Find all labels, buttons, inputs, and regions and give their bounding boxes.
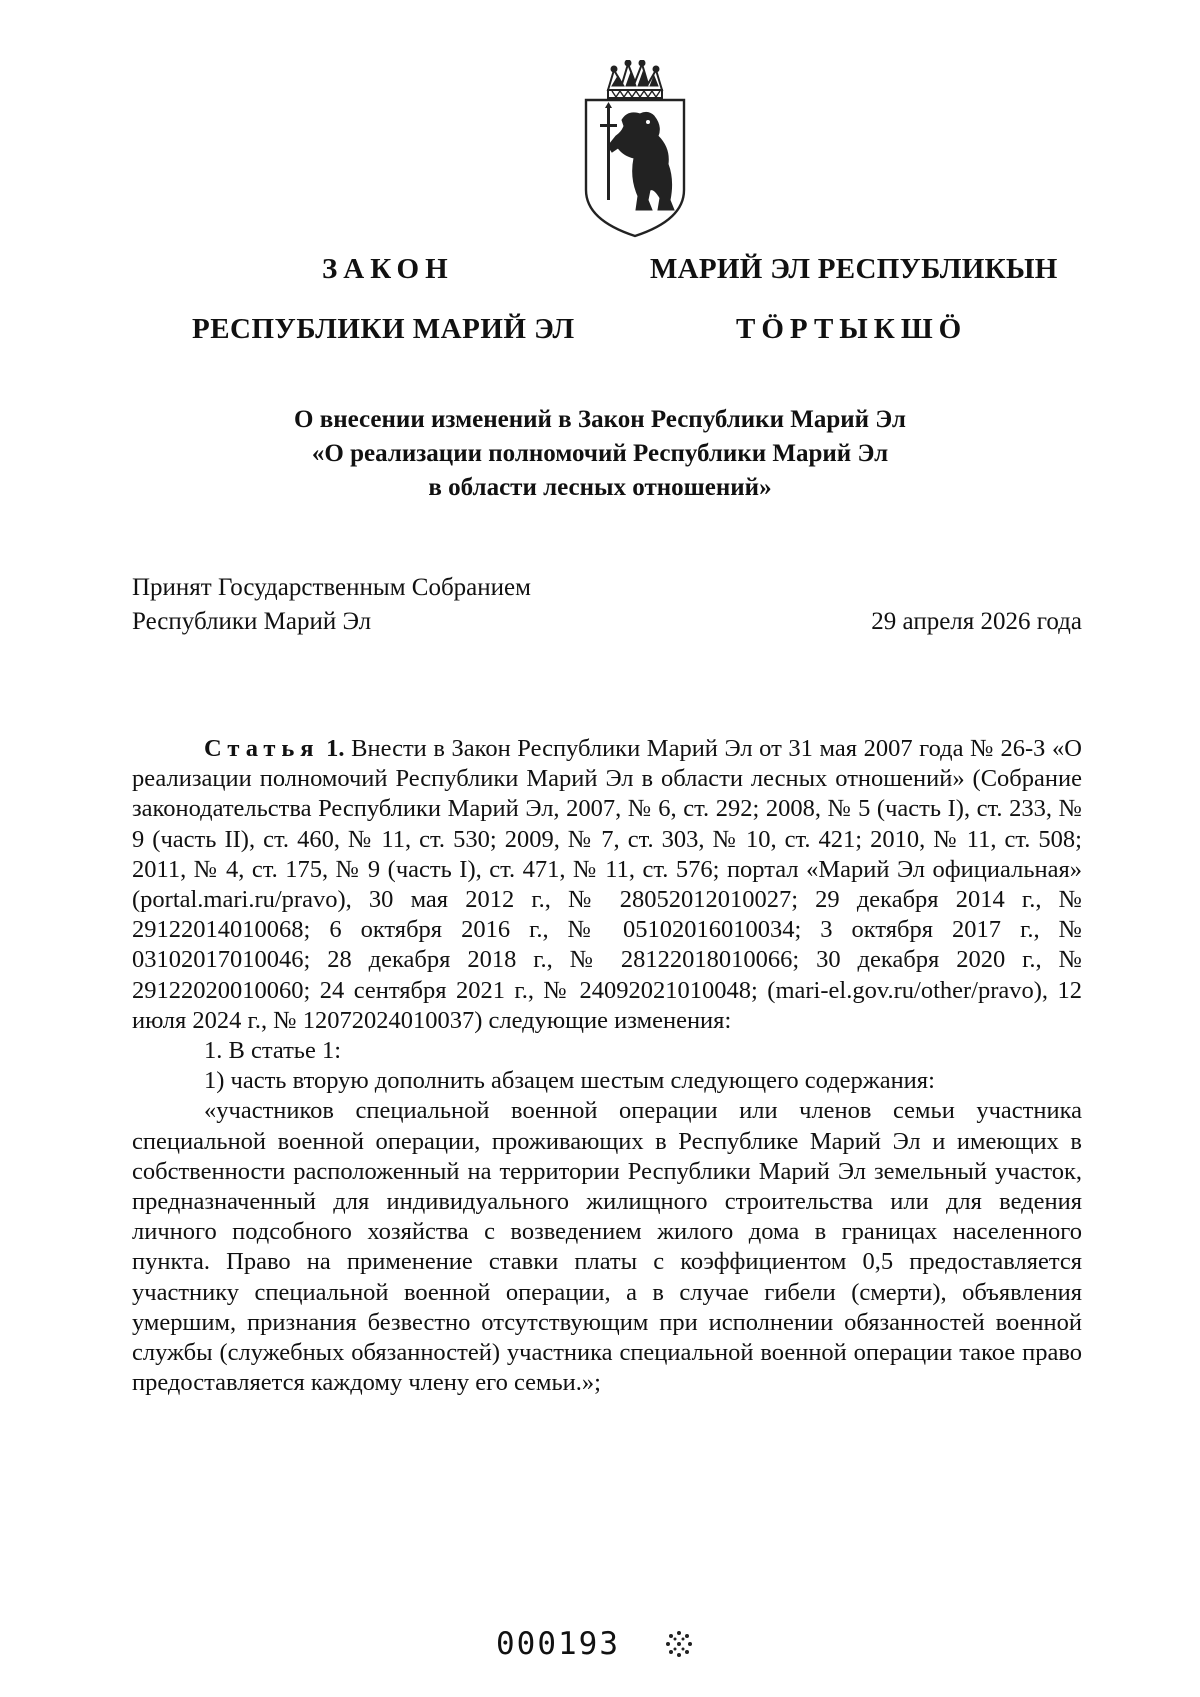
adoption-line: Принят Государственным Собранием — [132, 574, 531, 601]
adoption-line: Республики Марий Эл — [132, 608, 372, 635]
coat-of-arms-icon — [578, 60, 692, 240]
article-heading: Статья — [204, 735, 320, 762]
asterisk-icon — [664, 1629, 694, 1659]
republic-title-ru: РЕСПУБЛИКИ МАРИЙ ЭЛ — [192, 313, 575, 345]
law-title-ru: ЗАКОН — [322, 253, 454, 285]
adoption-date: 29 апреля 2026 года — [871, 608, 1082, 635]
article-subitem: 1) часть вторую дополнить абзацем шестым следующего содержания: — [204, 1067, 935, 1095]
article-number: 1. — [326, 735, 345, 762]
adoption-block — [132, 571, 531, 639]
subject-line: в области лесных отношений» — [428, 474, 772, 501]
republic-title-mari: МАРИЙ ЭЛ РЕСПУБЛИКЫН — [650, 253, 1058, 285]
article-text: Внести в Закон Республики Марий Эл от 31 мая 2007 года № 26-З «О реализации полномочий Республики Марий Эл в области лесных отношений» (Собрание законодательства Республики Марий Эл, 2007, № 6, ст. 292; 2008, № 5 (часть I), ст. 233, № 9 (часть II), ст. 460, № 11, ст. 530; 2009, № 7, ст. 303, № 10, ст. 421; 2010, № 11, ст. 508; 2011, № 4, ст. 175, № 9 (часть I), ст. 471, № 11, ст. 576; портал «Марий Эл официальная» (portal.mari.ru/pravo), 30 мая 2012 г., № 28052012010027; 29 декабря 2014 г., № 29122014010068; 6 октября 2016 г., № 05102016010034; 3 октября 2017 г., № 03102017010046; 28 декабря 2018 г., № 28122018010066; 30 декабря 2020 г., № 29122020010060; 24 сентября 2021 г., № 24092021010048; (mari-el.gov.ru/other/pravo), 12 июля 2024 г., № 12072024010037) следующие изменения: — [132, 735, 1082, 1034]
subject-line: О внесении изменений в Закон Республики Марий Эл — [294, 406, 906, 433]
law-title-mari: ТӦРТЫКШӦ — [736, 313, 968, 345]
serial-number: 000193 — [496, 1626, 620, 1662]
law-body — [132, 734, 1082, 1398]
article-1-paragraph — [132, 734, 1082, 1036]
subject-line: «О реализации полномочий Республики Марий Эл — [311, 440, 889, 467]
article-quote: «участников специальной военной операции или членов семьи участника специальной военной операции, проживающих в Республике Марий Эл и имеющих в собственности расположенный на территории Республики Марий Эл земельный участок, предназначенный для индивидуального жилищного строительства или для ведения личного подсобного хозяйства с возведением жилого дома в границах населенного пункта. Право на применение ставки платы с коэффициентом 0,5 предоставляется участнику специальной военной операции, а в случае гибели (смерти), объявления умершим, признания безвестно отсутствующим при исполнении обязанностей военной службы (служебных обязанностей) участника специальной военной операции такое право предоставляется каждому члену его семьи.»; — [132, 1097, 1082, 1397]
law-subject — [130, 403, 1070, 505]
article-item: 1. В статье 1: — [204, 1037, 342, 1065]
